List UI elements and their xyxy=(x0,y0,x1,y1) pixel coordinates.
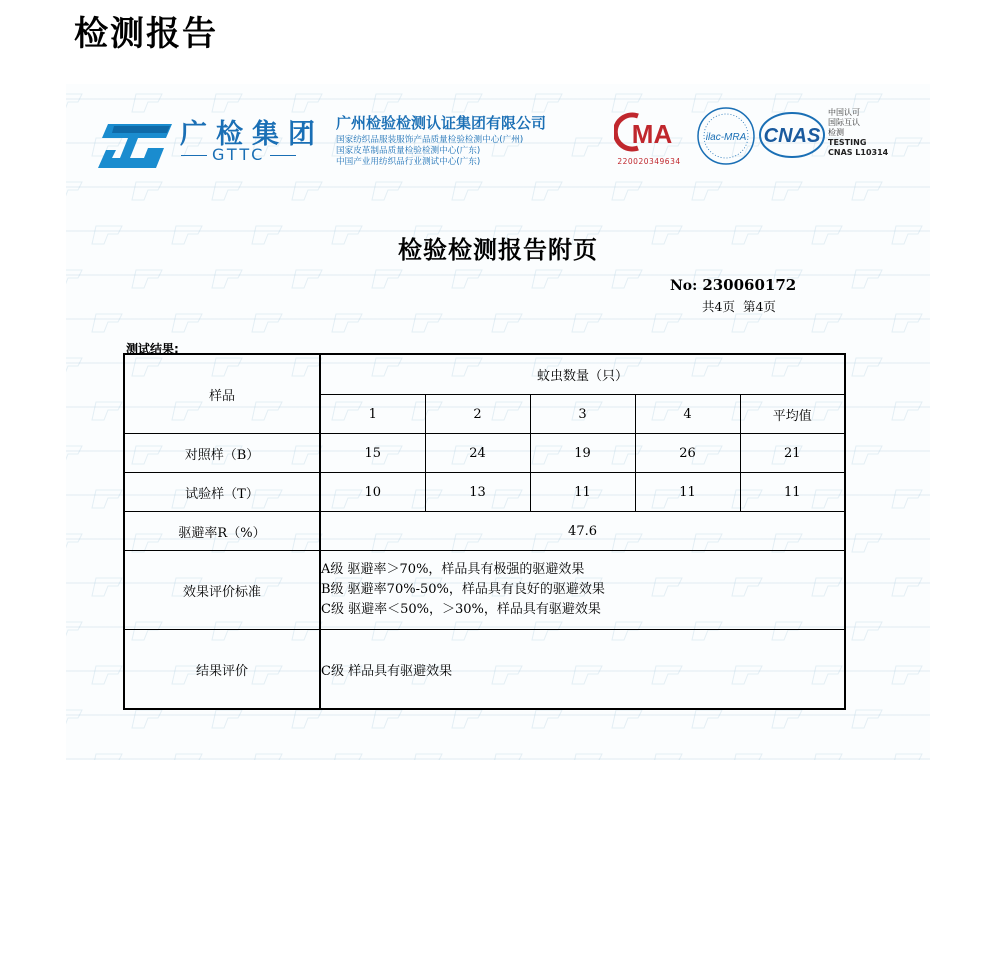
watermark-glyph xyxy=(652,314,682,332)
watermark-glyph xyxy=(452,710,482,728)
column-header: 4 xyxy=(635,395,740,434)
column-header: 2 xyxy=(425,395,530,434)
cma-badge xyxy=(614,112,684,166)
ilac-mra-icon xyxy=(696,106,756,166)
table-row xyxy=(124,630,845,710)
section-label: 测试结果: xyxy=(126,342,179,356)
watermark-glyph xyxy=(452,182,482,200)
cnas-label: CNAS xyxy=(763,125,821,147)
watermark-glyph xyxy=(292,710,322,728)
brand-name-en: GTTC xyxy=(176,145,301,164)
watermark-glyph xyxy=(532,270,562,288)
watermark-glyph xyxy=(132,182,162,200)
count-header: 蚊虫数量（只） xyxy=(320,354,845,395)
watermark-glyph xyxy=(892,314,922,332)
watermark-glyph xyxy=(892,402,922,420)
standard-line: B级 驱避率70%-50%，样品具有良好的驱避效果 xyxy=(321,582,605,597)
watermark-glyph xyxy=(732,314,762,332)
watermark-glyph xyxy=(172,754,202,760)
watermark-glyph xyxy=(66,270,82,288)
standard-cell xyxy=(320,551,845,630)
report-number-value: 230060172 xyxy=(702,276,797,294)
watermark-glyph xyxy=(852,622,882,640)
row-label: 对照样（B） xyxy=(124,434,320,473)
watermark-glyph xyxy=(452,270,482,288)
cert-text-line: 中国认可 xyxy=(828,108,860,117)
brand-name-cn: 广检集团 xyxy=(180,119,324,150)
watermark-glyph xyxy=(66,710,82,728)
watermark-glyph xyxy=(172,314,202,332)
watermark-glyph xyxy=(892,138,922,156)
watermark-glyph xyxy=(66,622,82,640)
table-cell: 21 xyxy=(740,434,845,473)
watermark-glyph xyxy=(292,182,322,200)
watermark-glyph xyxy=(66,446,82,464)
company-line: 国家皮革制品质量检验检测中心(广东) xyxy=(336,146,481,156)
watermark-glyph xyxy=(652,754,682,760)
ilac-label: ilac-MRA xyxy=(705,132,747,143)
watermark-glyph xyxy=(332,754,362,760)
watermark-glyph xyxy=(132,270,162,288)
table-cell: 13 xyxy=(425,473,530,512)
watermark-glyph xyxy=(92,578,122,596)
cma-label: MA xyxy=(631,119,673,149)
watermark-glyph xyxy=(572,138,602,156)
column-header: 平均值 xyxy=(740,395,845,434)
cert-testing: TESTING xyxy=(828,138,867,147)
watermark-glyph xyxy=(92,402,122,420)
cert-text-line: 检测 xyxy=(828,128,844,137)
conclusion-value: C级 样品具有驱避效果 xyxy=(320,630,845,710)
watermark-glyph xyxy=(66,358,82,376)
watermark-glyph xyxy=(66,182,82,200)
report-sheet xyxy=(66,84,930,760)
watermark-glyph xyxy=(852,446,882,464)
watermark-glyph xyxy=(892,578,922,596)
watermark-glyph xyxy=(372,710,402,728)
watermark-glyph xyxy=(372,182,402,200)
standard-line: A级 驱避率＞70%，样品具有极强的驱避效果 xyxy=(321,562,585,577)
results-table xyxy=(123,353,846,710)
watermark-glyph xyxy=(372,270,402,288)
watermark-glyph xyxy=(532,710,562,728)
table-cell: 15 xyxy=(320,434,425,473)
watermark-glyph xyxy=(66,534,82,552)
watermark-glyph xyxy=(212,270,242,288)
watermark-glyph xyxy=(852,710,882,728)
table-row xyxy=(124,551,845,630)
table-cell: 10 xyxy=(320,473,425,512)
watermark-glyph xyxy=(532,182,562,200)
table-row xyxy=(124,434,845,473)
watermark-glyph xyxy=(892,754,922,760)
table-cell: 26 xyxy=(635,434,740,473)
table-row xyxy=(124,473,845,512)
watermark-glyph xyxy=(92,490,122,508)
watermark-glyph xyxy=(132,710,162,728)
watermark-glyph xyxy=(772,710,802,728)
watermark-glyph xyxy=(732,754,762,760)
watermark-glyph xyxy=(532,94,562,112)
standard-label: 效果评价标准 xyxy=(124,551,320,630)
watermark-glyph xyxy=(612,270,642,288)
current-page: 第4页 xyxy=(742,299,776,314)
watermark-glyph xyxy=(892,490,922,508)
sample-header: 样品 xyxy=(124,354,320,434)
watermark-glyph xyxy=(612,94,642,112)
page-heading: 检测报告 xyxy=(74,14,218,54)
watermark-glyph xyxy=(212,182,242,200)
watermark-glyph xyxy=(92,666,122,684)
watermark-glyph xyxy=(252,314,282,332)
table-row xyxy=(124,512,845,551)
watermark-glyph xyxy=(612,710,642,728)
conclusion-label: 结果评价 xyxy=(124,630,320,710)
watermark-glyph xyxy=(292,94,322,112)
cert-text-line: 国际互认 xyxy=(828,118,860,127)
report-number xyxy=(670,276,796,294)
watermark-glyph xyxy=(252,754,282,760)
report-number-prefix: No: xyxy=(670,278,698,294)
watermark-glyph xyxy=(292,270,322,288)
watermark-glyph xyxy=(692,182,722,200)
total-pages: 共4页 xyxy=(702,299,735,314)
watermark-glyph xyxy=(572,314,602,332)
watermark-glyph xyxy=(332,314,362,332)
watermark-glyph xyxy=(572,754,602,760)
watermark-glyph xyxy=(852,358,882,376)
report-title: 检验检测报告附页 xyxy=(398,235,598,264)
table-cell: 24 xyxy=(425,434,530,473)
cert-cnas-code: CNAS L10314 xyxy=(828,148,889,157)
table-cell: 11 xyxy=(530,473,635,512)
watermark-glyph xyxy=(812,314,842,332)
watermark-glyph xyxy=(892,666,922,684)
watermark-glyph xyxy=(812,754,842,760)
watermark-glyph xyxy=(492,314,522,332)
cnas-icon xyxy=(758,110,826,160)
watermark-glyph xyxy=(612,182,642,200)
row-label: 试验样（T） xyxy=(124,473,320,512)
gttc-logo-icon xyxy=(94,118,174,172)
company-line: 中国产业用纺织品行业测试中心(广东) xyxy=(336,157,481,167)
column-header: 1 xyxy=(320,395,425,434)
watermark-glyph xyxy=(852,270,882,288)
cma-logo-icon xyxy=(614,112,684,152)
column-header: 3 xyxy=(530,395,635,434)
standard-line: C级 驱避率＜50%，＞30%，样品具有驱避效果 xyxy=(321,602,601,617)
rate-value: 47.6 xyxy=(320,512,845,551)
watermark-glyph xyxy=(132,94,162,112)
watermark-glyph xyxy=(692,710,722,728)
watermark-glyph xyxy=(452,94,482,112)
watermark-glyph xyxy=(852,182,882,200)
watermark-glyph xyxy=(66,94,82,112)
company-block xyxy=(336,112,546,168)
table-header-row xyxy=(124,354,845,395)
watermark-glyph xyxy=(212,94,242,112)
company-name: 广州检验检测认证集团有限公司 xyxy=(336,114,547,132)
company-line: 国家纺织品服装服饰产品质量检验检测中心(广州) xyxy=(336,135,524,145)
watermark-glyph xyxy=(772,182,802,200)
watermark-glyph xyxy=(212,710,242,728)
watermark-glyph xyxy=(92,754,122,760)
cnas-accreditation-text xyxy=(828,108,888,158)
page-count xyxy=(702,297,776,315)
watermark-glyph xyxy=(852,534,882,552)
watermark-glyph xyxy=(492,754,522,760)
watermark-glyph xyxy=(412,314,442,332)
table-cell: 19 xyxy=(530,434,635,473)
watermark-glyph xyxy=(412,754,442,760)
rate-label: 驱避率R（%） xyxy=(124,512,320,551)
cma-number: 220020349634 xyxy=(617,157,681,166)
watermark-glyph xyxy=(92,314,122,332)
table-cell: 11 xyxy=(635,473,740,512)
watermark-glyph xyxy=(372,94,402,112)
table-cell: 11 xyxy=(740,473,845,512)
